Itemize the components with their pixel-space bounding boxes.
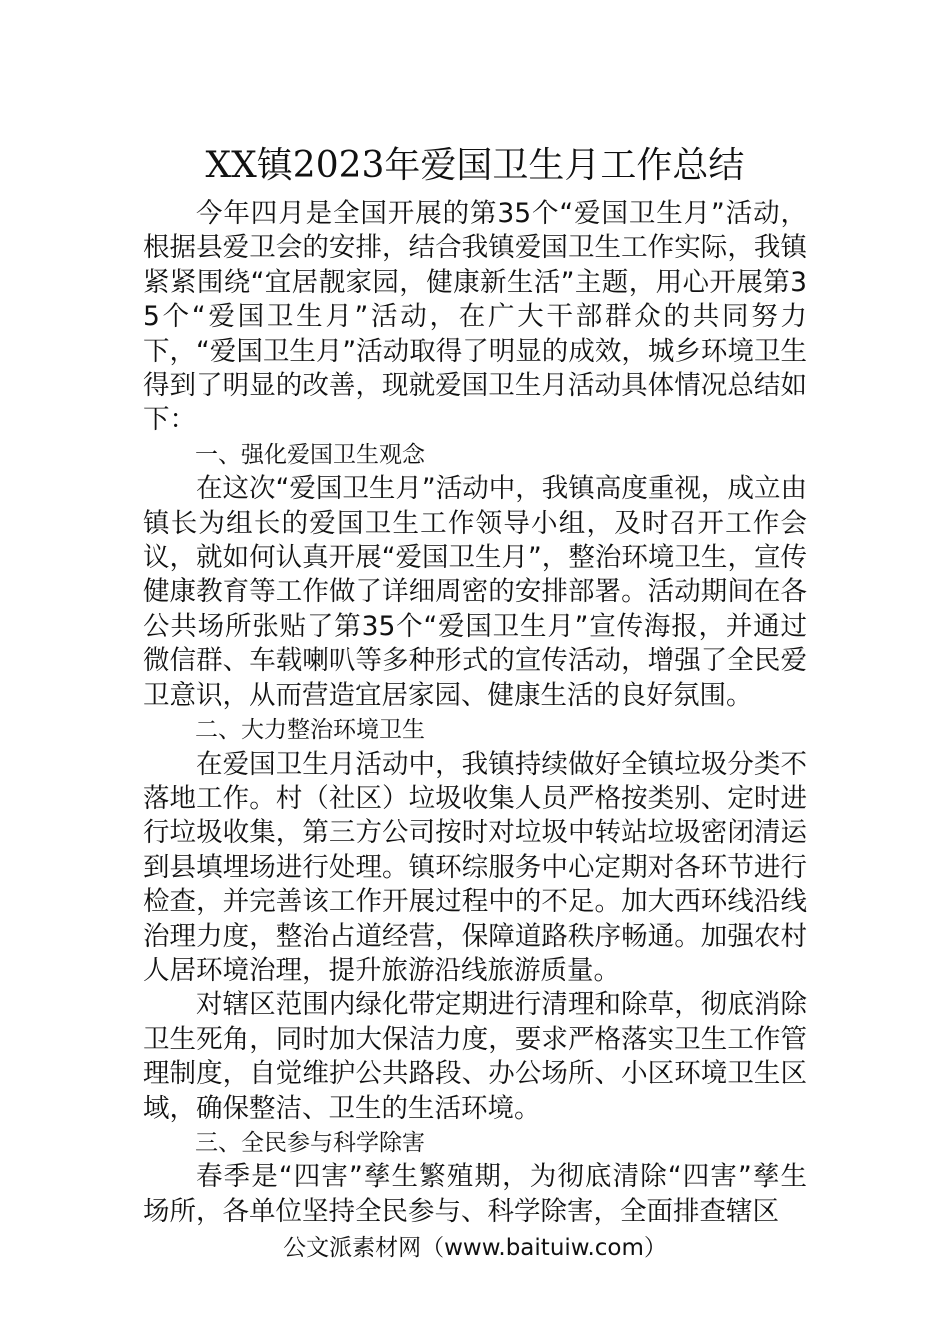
paragraph-intro: 今年四月是全国开展的第35个“爱国卫生月”活动，根据县爱卫会的安排，结合我镇爱国卫生工作实际，我镇紧紧围绕“宜居靓家园，健康新生活”主题，用心开展第35个“爱国卫生月”活动，在广大干部群众的共同努力下，“爱国卫生月”活动取得了明显的成效，城乡环境卫生得到了明显的改善，现就爱国卫生月活动具体情况总结如下： [143, 198, 807, 436]
section-heading-1: 一、强化爱国卫生观念 [195, 441, 425, 468]
paragraph-section-2b: 对辖区范围内绿化带定期进行清理和除草，彻底消除卫生死角，同时加大保洁力度，要求严格落实卫生工作管理制度，自觉维护公共路段、办公场所、小区环境卫生区域，确保整洁、卫生的生活环境。 [143, 989, 807, 1124]
paragraph-section-1: 在这次“爱国卫生月”活动中，我镇高度重视，成立由镇长为组长的爱国卫生工作领导小组，及时召开工作会议，就如何认真开展“爱国卫生月”，整治环境卫生，宣传健康教育等工作做了详细周密的安排部署。活动期间在各公共场所张贴了第35个“爱国卫生月”宣传海报，并通过微信群、车载喇叭等多种形式的宣传活动，增强了全民爱卫意识，从而营造宜居家园、健康生活的良好氛围。 [143, 473, 807, 711]
section-heading-3: 三、全民参与科学除害 [195, 1129, 425, 1156]
document-title: XX镇2023年爱国卫生月工作总结 [205, 145, 745, 186]
watermark-footer: 公文派素材网（www.baituiw.com） [283, 1235, 667, 1261]
paragraph-section-3: 春季是“四害”孳生繁殖期，为彻底清除“四害”孳生场所，各单位坚持全民参与、科学除害，全面排查辖区 [143, 1161, 807, 1227]
section-heading-2: 二、大力整治环境卫生 [195, 717, 425, 744]
document-body [143, 197, 807, 1229]
paragraph-section-2a: 在爱国卫生月活动中，我镇持续做好全镇垃圾分类不落地工作。村（社区）垃圾收集人员严格按类别、定时进行垃圾收集，第三方公司按时对垃圾中转站垃圾密闭清运到县填埋场进行处理。镇环综服务中心定期对各环节进行检查，并完善该工作开展过程中的不足。加大西环线沿线治理力度，整治占道经营，保障道路秩序畅通。加强农村人居环境治理，提升旅游沿线旅游质量。 [143, 748, 807, 986]
